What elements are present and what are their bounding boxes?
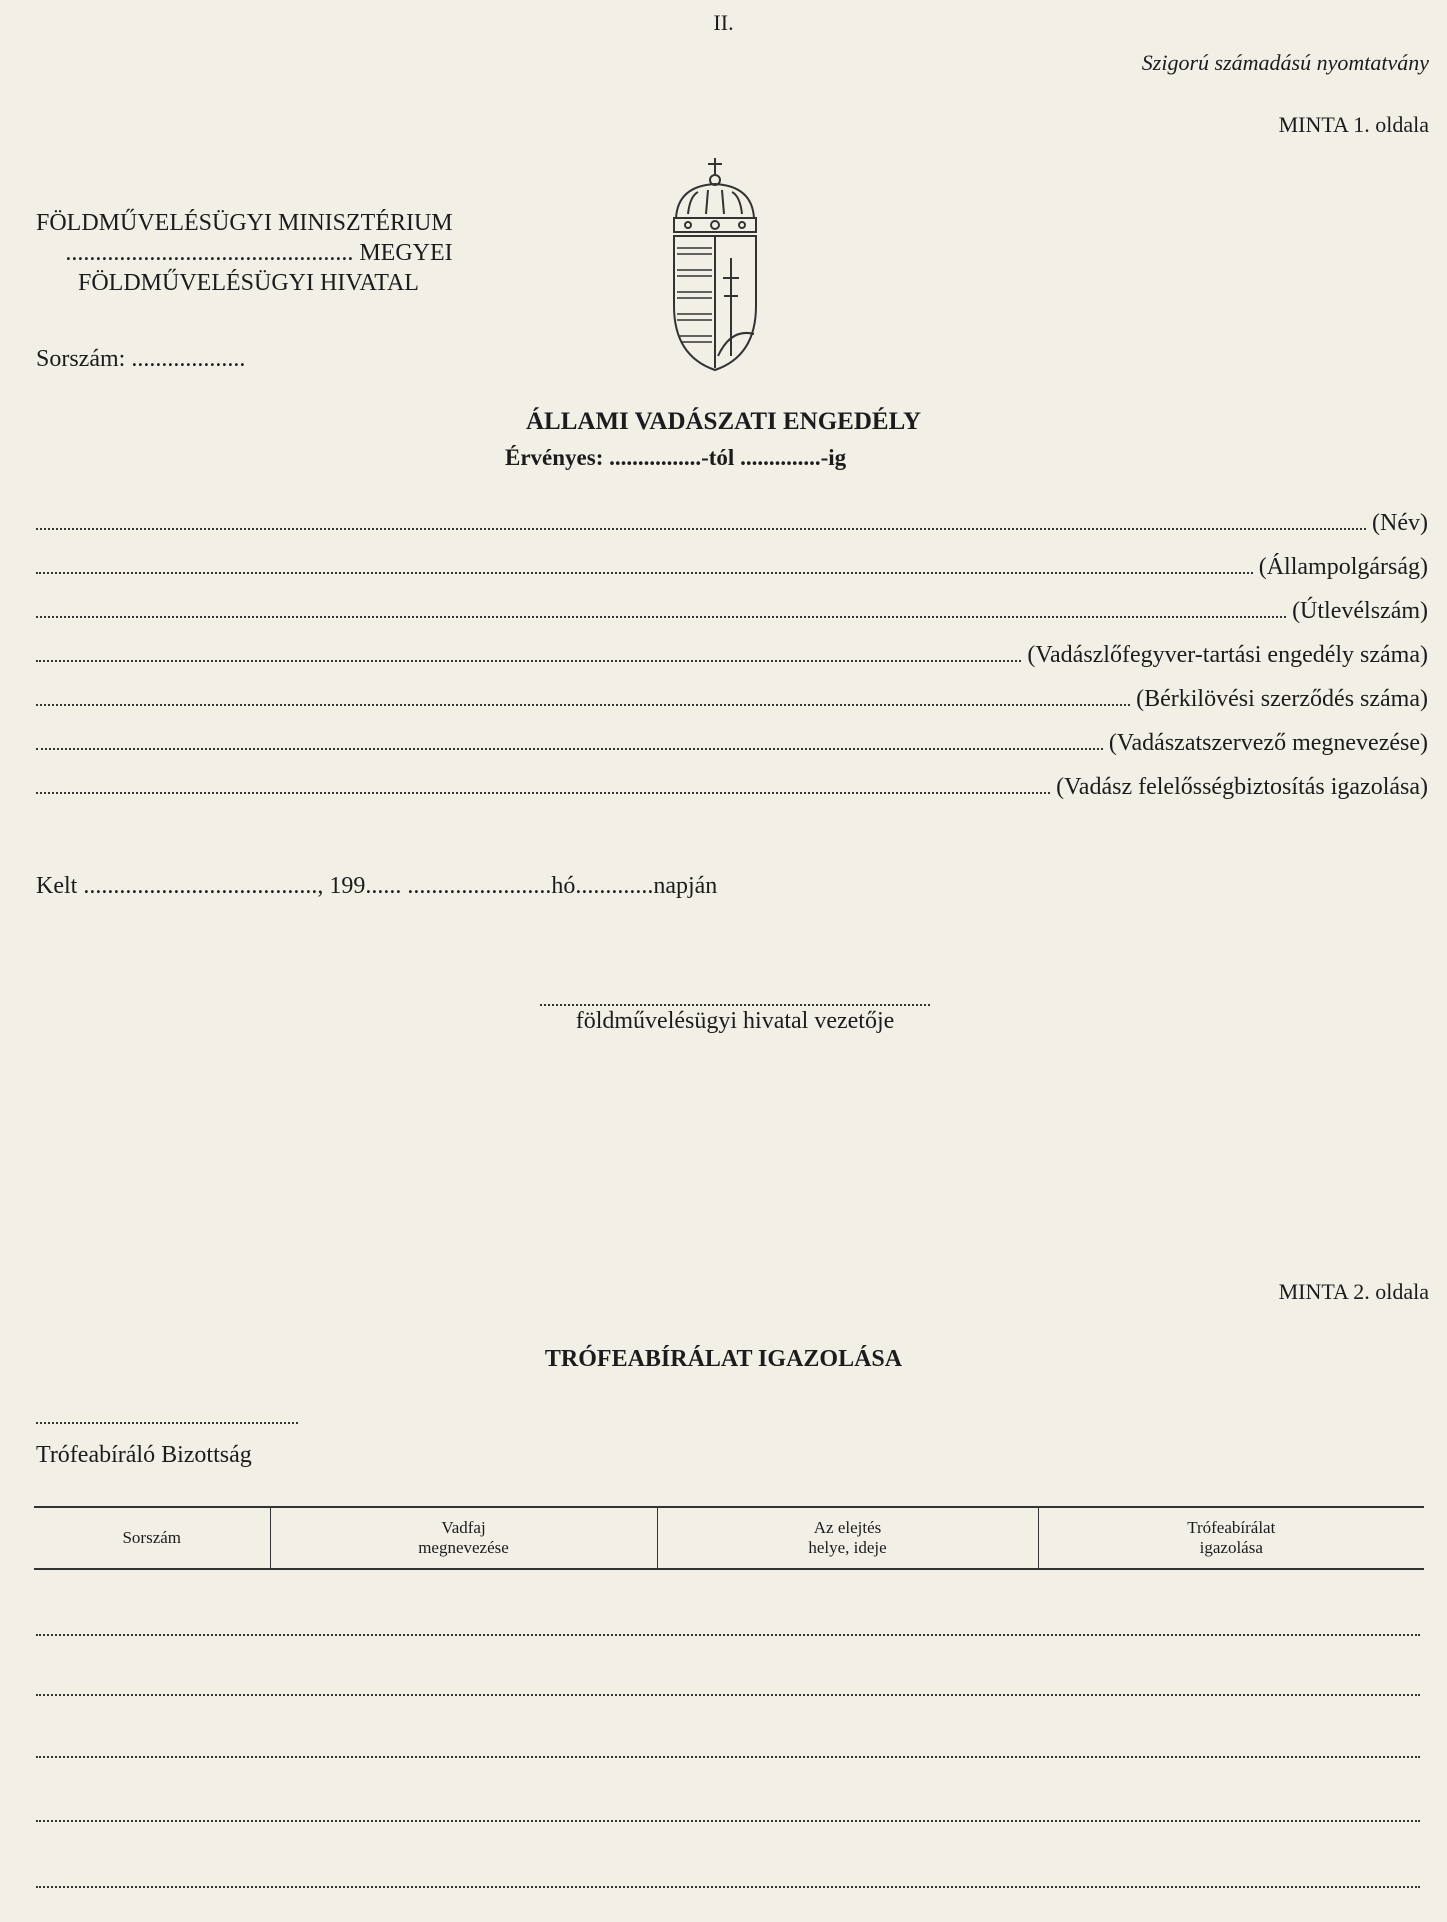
trophy-table <box>34 1506 1424 1570</box>
insurance-field <box>36 774 1428 818</box>
issue-date-line: Kelt ......................................., 199...... ........................hó.............napján <box>36 873 718 899</box>
ministry-name: FÖLDMŰVELÉSÜGYI MINISZTÉRIUM <box>36 210 453 236</box>
trophy-title: TRÓFEABÍRÁLAT IGAZOLÁSA <box>544 1346 903 1372</box>
field-label: (Bérkilövési szerződés száma) <box>1136 686 1428 712</box>
field-label: (Útlevélszám) <box>1292 598 1428 624</box>
committee-line <box>36 1422 298 1424</box>
table-row <box>36 1756 1420 1758</box>
citizenship-field <box>36 554 1428 598</box>
committee-label: Trófeabíráló Bizottság <box>36 1442 252 1468</box>
permit-title: ÁLLAMI VADÁSZATI ENGEDÉLY <box>525 408 922 435</box>
column-header: Trófeabírálat igazolása <box>1038 1507 1424 1569</box>
validity-period: Érvényes: ................-tól ..............-ig <box>505 445 847 470</box>
field-label: (Vadászlőfegyver-tartási engedély száma) <box>1027 642 1428 668</box>
sample-page-1-label: MINTA 1. oldala <box>1278 112 1429 137</box>
permit-fields <box>36 510 1428 818</box>
name-field <box>36 510 1428 554</box>
county-line: ................................................ MEGYEI <box>65 240 453 266</box>
signature-line <box>540 1004 930 1006</box>
column-header: Vadfaj megnevezése <box>270 1507 657 1569</box>
table-row <box>36 1634 1420 1636</box>
office-name: FÖLDMŰVELÉSÜGYI HIVATAL <box>78 270 419 296</box>
table-row <box>36 1886 1420 1888</box>
column-header: Az elejtés helye, ideje <box>657 1507 1038 1569</box>
firearm-license-field <box>36 642 1428 686</box>
field-label: (Vadászatszervező megnevezése) <box>1108 730 1428 756</box>
field-label: (Állampolgárság) <box>1258 554 1428 580</box>
table-row <box>36 1820 1420 1822</box>
coat-of-arms-icon <box>668 156 762 374</box>
field-label: (Név) <box>1372 510 1428 536</box>
passport-field <box>36 598 1428 642</box>
table-header-row <box>34 1507 1424 1569</box>
organizer-field <box>36 730 1428 774</box>
column-header: Sorszám <box>122 1528 182 1547</box>
serial-number-field: Sorszám: ................... <box>36 346 246 372</box>
ministry-block <box>36 208 453 298</box>
table-row <box>36 1694 1420 1696</box>
hunting-contract-field <box>36 686 1428 730</box>
signature-label: földművelésügyi hivatal vezetője <box>575 1008 895 1034</box>
field-label: (Vadász felelősségbiztosítás igazolása) <box>1056 774 1428 800</box>
sample-page-2-label: MINTA 2. oldala <box>1278 1279 1429 1304</box>
strict-accounting-note: Szigorú számadású nyomtatvány <box>1141 50 1429 75</box>
page-number: II. <box>713 10 734 35</box>
